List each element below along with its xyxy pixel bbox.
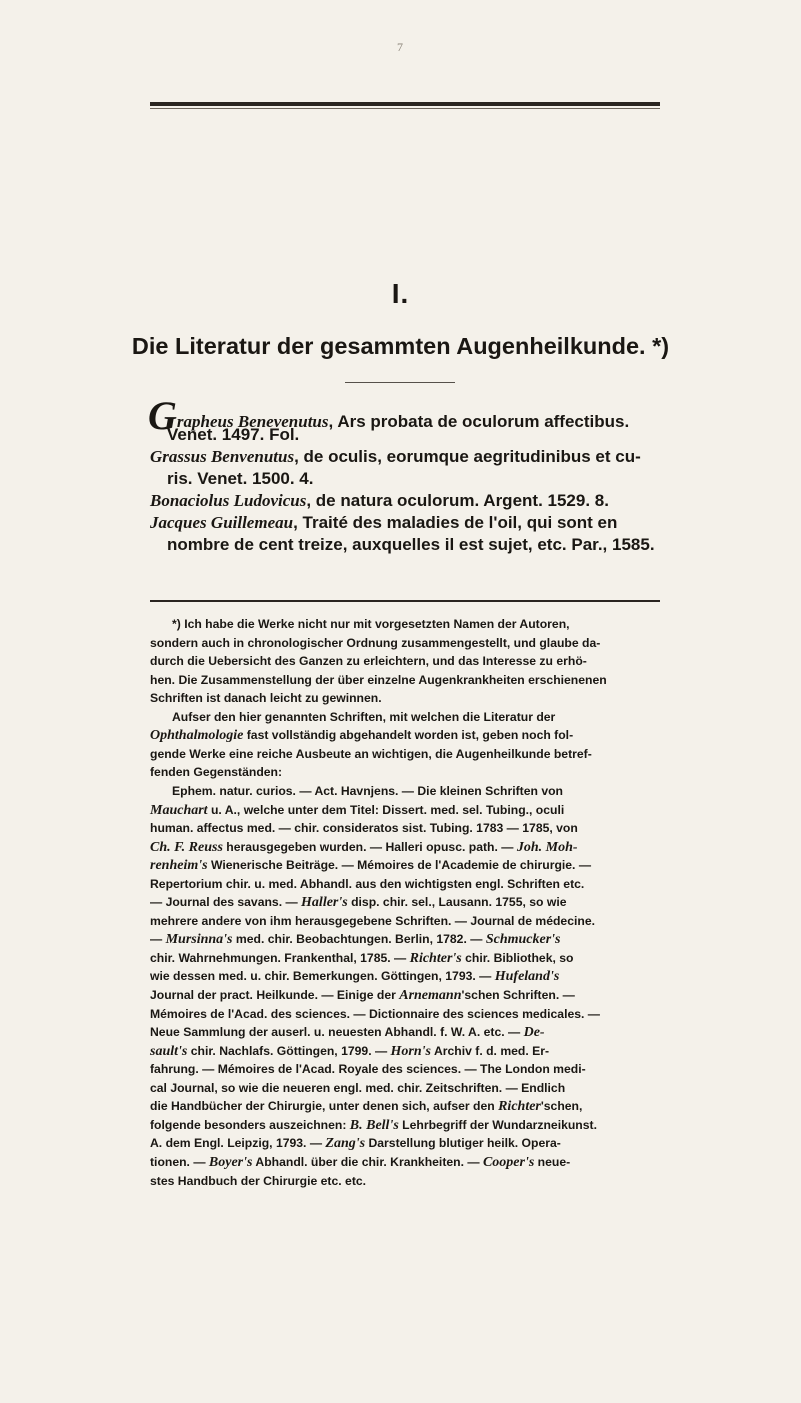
- footnote-line: [172, 708, 555, 726]
- line-text: ris. Venet. 1500. 4.: [167, 469, 314, 488]
- line-text: Wienerische Beiträge. — Mémoires de l'Academie de chirurgie. —: [207, 858, 592, 873]
- footnote-line: [150, 801, 564, 820]
- title-divider: [345, 382, 455, 383]
- footnote-line: [150, 763, 282, 781]
- line-text: nombre de cent treize, auxquelles il est sujet, etc. Par., 1585.: [167, 535, 655, 554]
- footnote-line: [150, 819, 578, 837]
- author-name: Zang's: [325, 1136, 366, 1152]
- line-text: Darstellung blutiger heilk. Opera-: [365, 1136, 561, 1151]
- line-text: disp. chir. sel., Lausann. 1755, so wie: [347, 895, 567, 910]
- author-name: Grassus Benvenutus: [150, 447, 295, 466]
- line-text: —: [150, 932, 166, 947]
- footnote-line: [150, 1079, 565, 1097]
- line-text: human. affectus med. — chir. consideratos sist. Tubing. 1783 — 1785, von: [150, 821, 578, 836]
- footnote-line: [150, 652, 587, 670]
- line-text: herausgegeben wurden. — Halleri opusc. path. —: [222, 839, 517, 854]
- author-name: rapheus Benevenutus: [176, 412, 329, 431]
- line-text: Journal der pract. Heilkunde. — Einige der: [150, 988, 400, 1002]
- author-name: Richter's: [409, 950, 462, 966]
- page-mark: 7: [397, 40, 403, 54]
- section-title: Die Literatur der gesammten Augenheilkunde. *): [131, 333, 670, 359]
- line-text: cal Journal, so wie die neueren engl. med. chir. Zeitschriften. — Endlich: [150, 1080, 566, 1095]
- entry-continuation: [167, 468, 313, 490]
- line-text: 'schen Schriften. —: [461, 988, 575, 1002]
- line-text: gende Werke eine reiche Ausbeute an wichtigen, die Augenheilkunde betref-: [150, 746, 592, 761]
- line-text: *) Ich habe die Werke nicht nur mit vorgesetzten Namen der Autoren,: [172, 617, 570, 631]
- line-text: — Journal des savans. —: [150, 895, 302, 910]
- author-name: Schmucker's: [485, 932, 561, 948]
- line-text: durch die Uebersicht des Ganzen zu erleichtern, und das Interesse zu erhö-: [150, 654, 587, 669]
- author-name: Boyer's: [208, 1154, 253, 1170]
- entry-line: [150, 490, 609, 512]
- top-rule-thin: [150, 108, 660, 109]
- line-text: Abhandl. über die chir. Krankheiten. —: [252, 1154, 483, 1169]
- author-name: Jacques Guillemeau: [150, 513, 294, 532]
- footnote-line: [150, 949, 573, 968]
- line-text: chir. Nachlafs. Göttingen, 1799. —: [187, 1043, 391, 1058]
- author-name: Joh. Moh-: [516, 839, 578, 855]
- line-text: sondern auch in chronologischer Ordnung zusammengestellt, und glaube da-: [150, 635, 601, 650]
- entry-line: [150, 446, 641, 468]
- line-text: Venet. 1497. Fol.: [167, 425, 300, 444]
- line-text: fahrung. — Mémoires de l'Acad. Royale des sciences. — The London medi-: [150, 1062, 586, 1077]
- footnote-line: [150, 912, 595, 930]
- author-name: Mursinna's: [165, 932, 233, 948]
- footnote-line: [150, 856, 591, 875]
- author-name: De-: [523, 1025, 545, 1041]
- line-text: tionen. —: [150, 1154, 209, 1169]
- line-text: wie dessen med. u. chir. Bemerkungen. Göttingen, 1793. —: [150, 969, 495, 984]
- top-rule: [150, 102, 660, 106]
- line-text: hen. Die Zusammenstellung der über einzelne Augenkrankheiten erschienenen: [150, 672, 607, 687]
- line-text: , de natura oculorum. Argent. 1529. 8.: [306, 491, 609, 510]
- line-text: u. A., welche unter dem Titel: Dissert. med. sel. Tubing., oculi: [207, 802, 565, 817]
- footnote-rule: [150, 600, 660, 602]
- footnote-line: [150, 689, 382, 707]
- footnote-line: [150, 671, 607, 689]
- footnote-line: [150, 1153, 570, 1172]
- line-text: Schriften ist danach leicht zu gewinnen.: [150, 691, 382, 706]
- author-name: sault's: [150, 1043, 188, 1059]
- line-text: Repertorium chir. u. med. Abhandl. aus den wichtigsten engl. Schriften etc.: [150, 876, 585, 891]
- footnote-line: [150, 986, 575, 1005]
- drop-cap: G: [148, 393, 177, 438]
- footnote-line: [172, 782, 563, 800]
- footnote-line: [150, 1005, 600, 1023]
- footnote-line: [150, 1116, 597, 1135]
- line-text: , Traité des maladies de l'oil, qui sont en: [293, 513, 618, 532]
- author-name: Ch. F. Reuss: [150, 839, 223, 855]
- line-text: Aufser den hier genannten Schriften, mit welchen die Literatur der: [172, 709, 556, 724]
- author-name: Hufeland's: [494, 969, 560, 985]
- entry-line: [150, 512, 617, 534]
- line-text: fast vollständig abgehandelt worden ist, geben noch fol-: [243, 728, 574, 743]
- author-name: Horn's: [390, 1043, 432, 1059]
- author-name: Haller's: [301, 895, 348, 911]
- author-name: Mauchart: [150, 802, 208, 818]
- line-text: Archiv f. d. med. Er-: [431, 1043, 550, 1058]
- entry-continuation: [167, 424, 299, 446]
- entry-continuation: [167, 534, 655, 556]
- author-name: Arnemann: [399, 988, 462, 1003]
- line-text: chir. Wahrnehmungen. Frankenthal, 1785. —: [150, 950, 410, 965]
- footnote-line: [150, 1134, 561, 1153]
- line-text: Neue Sammlung der auserl. u. neuesten Abhandl. f. W. A. etc. —: [150, 1025, 524, 1040]
- footnote-line: [150, 875, 584, 893]
- author-name: Ophthalmologie: [150, 728, 244, 744]
- footnote-line: [150, 745, 592, 763]
- footnote-line: [150, 1097, 582, 1116]
- line-text: Lehrbegriff der Wundarzneikunst.: [398, 1117, 597, 1132]
- footnote-line: [150, 1042, 549, 1061]
- line-text: die Handbücher der Chirurgie, unter denen sich, aufser den: [150, 1099, 499, 1114]
- footnote-line: [150, 838, 578, 857]
- footnote-line: [150, 930, 561, 949]
- footnote-line: [150, 1060, 586, 1078]
- line-text: chir. Bibliothek, so: [461, 950, 574, 965]
- footnote-line: [150, 726, 573, 745]
- section-number: I.: [391, 278, 410, 309]
- author-name: renheim's: [150, 858, 208, 874]
- footnote-line: [172, 615, 570, 633]
- line-text: stes Handbuch der Chirurgie etc. etc.: [150, 1173, 367, 1188]
- author-name: Cooper's: [482, 1154, 535, 1170]
- line-text: Ephem. natur. curios. — Act. Havnjens. — Die kleinen Schriften von: [172, 783, 563, 798]
- footnote-line: [150, 1023, 545, 1042]
- author-name: B. Bell's: [349, 1117, 399, 1133]
- line-text: , de oculis, eorumque aegritudinibus et cu-: [294, 447, 641, 466]
- footnote-line: [150, 893, 567, 912]
- footnote-line: [150, 1172, 366, 1190]
- line-text: A. dem Engl. Leipzig, 1793. —: [150, 1136, 326, 1151]
- line-text: Mémoires de l'Acad. des sciences. — Dictionnaire des sciences medicales. —: [150, 1006, 600, 1021]
- line-text: mehrere andere von ihm herausgegebene Schriften. — Journal de médecine.: [150, 913, 595, 928]
- author-name: Bonaciolus Ludovicus: [150, 491, 307, 510]
- line-text: folgende besonders auszeichnen:: [150, 1117, 350, 1132]
- line-text: med. chir. Beobachtungen. Berlin, 1782. —: [232, 932, 486, 947]
- line-text: 'schen,: [540, 1099, 583, 1114]
- footnote-line: [150, 634, 600, 652]
- line-text: fenden Gegenständen:: [150, 765, 283, 780]
- author-name: Richter: [498, 1099, 541, 1115]
- line-text: neue-: [534, 1154, 571, 1169]
- footnote-line: [150, 967, 559, 986]
- line-text: , Ars probata de oculorum affectibus.: [328, 412, 630, 431]
